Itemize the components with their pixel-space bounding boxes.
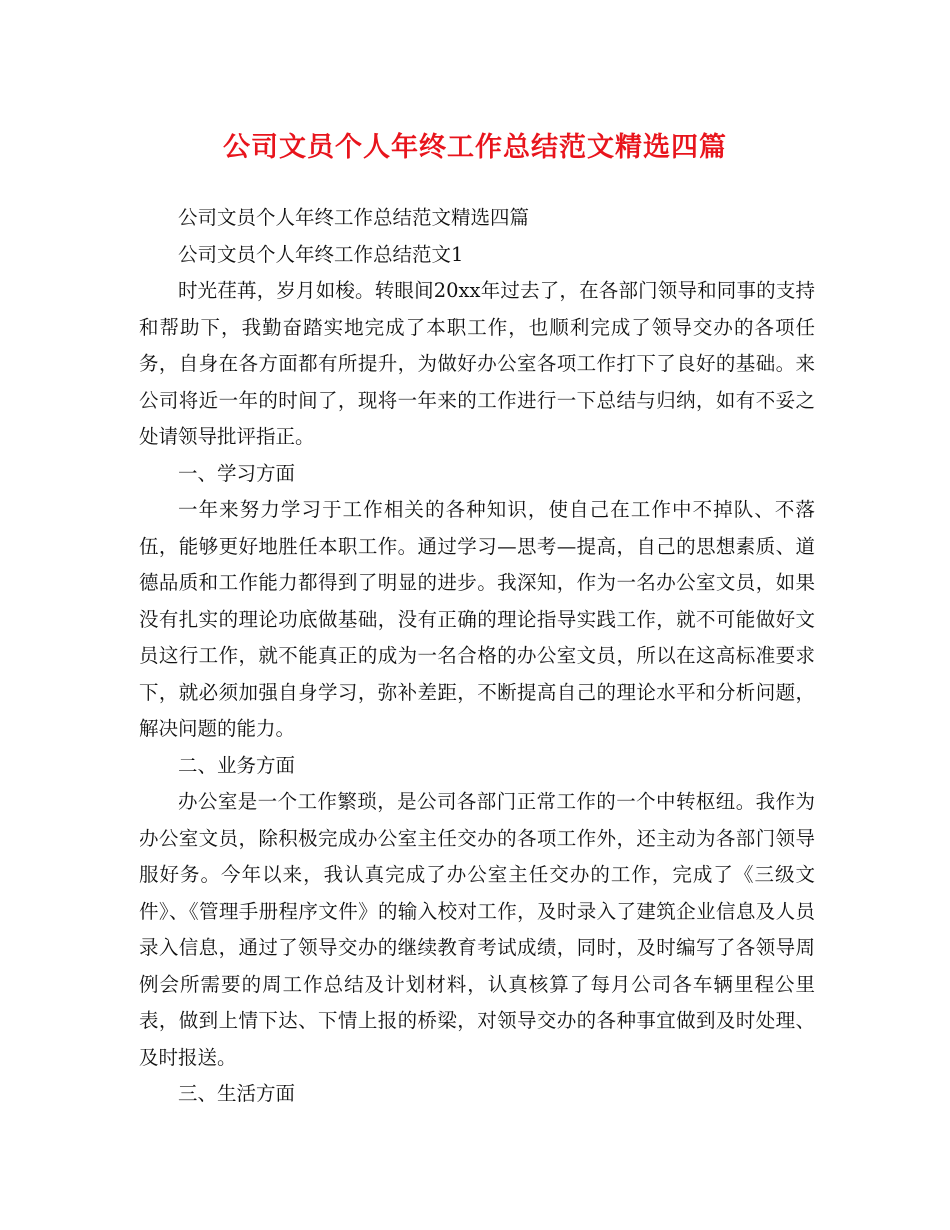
heading-life: 三、生活方面	[178, 1082, 296, 1105]
heading-business: 二、业务方面	[178, 753, 296, 777]
paragraph-intro: 时光荏苒，岁月如梭。转眼间20xx年过去了，在各部门领导和同事的支持和帮助下，我勤奋踏实地完成了本职工作，也顺利完成了领导交办的各项任务，自身在各方面都有所提升，为做好办公室各项工作打下了良好的基础。来公司将近一年的时间了，现将一年来的工作进行一下总结与归纳，如有不妥之处请领导批评指正。	[139, 279, 815, 448]
paragraph-section-title: 公司文员个人年终工作总结范文1	[178, 242, 464, 266]
paragraph-business: 办公室是一个工作繁琐，是公司各部门正常工作的一个中转枢纽。我作为办公室文员，除积极完成办公室主任交办的各项工作外，还主动为各部门领导服好务。今年以来，我认真完成了办公室主任交办的工作，完成了《三级文件》、《管理手册程序文件》的输入校对工作，及时录入了建筑企业信息及人员录入信息，通过了领导交办的继续教育考试成绩，同时，及时编写了各领导周例会所需要的周工作总结及计划材料，认真核算了每月公司各车辆里程公里表，做到上情下达、下情上报的桥梁，对领导交办的各种事宜做到及时处理、及时报送。	[139, 790, 815, 1069]
paragraph-doc-heading: 公司文员个人年终工作总结范文精选四篇	[178, 206, 530, 229]
document-body	[139, 200, 815, 1113]
document-title: 公司文员个人年终工作总结范文精选四篇	[223, 132, 727, 163]
heading-study: 一、学习方面	[178, 461, 296, 485]
paragraph-study: 一年来努力学习于工作相关的各种知识，使自己在工作中不掉队、不落伍，能够更好地胜任本职工作。通过学习—思考—提高，自己的思想素质、道德品质和工作能力都得到了明显的进步。我深知，作为一名办公室文员，如果没有扎实的理论功底做基础，没有正确的理论指导实践工作，就不可能做好文员这行工作，就不能真正的成为一名合格的办公室文员，所以在这高标准要求下，就必须加强自身学习，弥补差距，不断提高自己的理论水平和分析问题，解决问题的能力。	[139, 498, 815, 740]
